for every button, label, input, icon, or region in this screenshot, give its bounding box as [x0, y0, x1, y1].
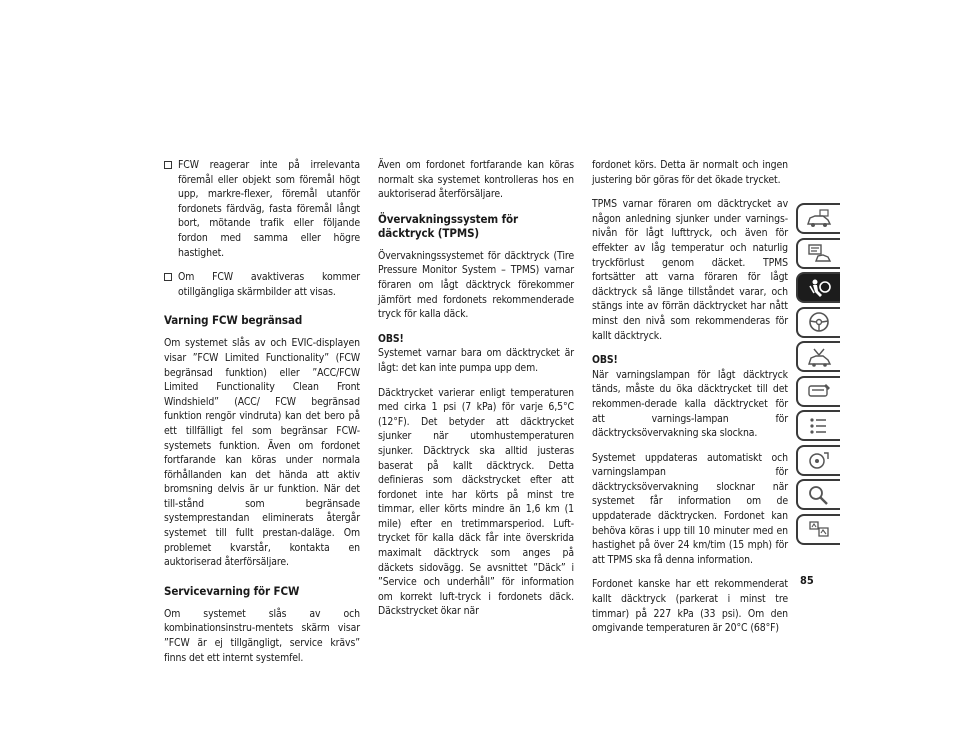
- bullet-text: FCW reagerar inte på irrelevanta föremål eller objekt som föremål högt upp, markre-flexer, föremål utanför fordonets färdväg, fasta föremål långt bort, mötande trafik eller följande fordon med samma eller högre hastighet.: [178, 159, 360, 259]
- tab-index[interactable]: [796, 479, 840, 510]
- column-2: [378, 158, 574, 629]
- paragraph: Övervakningssystemet för däcktryck (Tire Pressure Monitor System – TPMS) varnar föraren om lågt däcktryck förekommer jämfört med fordonets rekommenderade tryck för kalla däck.: [378, 249, 574, 321]
- paragraph: Om systemet slås av och kombinationsinstru-mentets skärm visar ”FCW är ej tillgängligt, service krävs” finns det ett internt systemfel.: [164, 607, 360, 664]
- paragraph: Även om fordonet fortfarande kan köras normalt ska systemet kontrolleras hos en auktoriserad återförsäljare.: [378, 159, 574, 201]
- tab-service[interactable]: [796, 376, 840, 407]
- paragraph: Däcktrycket varierar enligt temperaturen med cirka 1 psi (7 kPa) för varje 6,5°C (12°F). Det betyder att däcktrycket sjunker när utomhustemperaturen sjunker. Däcktryck ska alltid justeras baserat på kallt däcktryck. Detta definieras som däckstrycket efter att fordonet inte har körts på minst tre timmar, eller körts mindre än 1,6 km (1 mile) efter en tretimmarsperiod. Luft-trycket för kalla däck får inte överskrida maximalt däcktryck som anges på däckets sidovägg. Se avsnittet ”Däck” i ”Service och underhåll” för information om korrekt luft-tryck i fordonets däck. Däckstrycket ökar när: [378, 386, 574, 618]
- warning-car-icon: [806, 346, 832, 368]
- car-key-icon: [806, 242, 832, 264]
- language-icon: [806, 518, 832, 540]
- tab-car-info[interactable]: [796, 203, 840, 234]
- paragraph: fordonet körs. Detta är normalt och ingen justering bör göras för det ökade trycket.: [592, 159, 788, 186]
- paragraph: Om systemet slås av och EVIC-displayen visar ”FCW Limited Functionality” (FCW begränsad funktion) eller ”ACC/FCW Limited Functionality Clean Front Windshield” (ACC/ FCW begränsad funktion rengör vindruta) kan det bero på ett tillfälligt fel som begränsar FCW-systemets funktion. Även om fordonet fortfarande kan köras under normala förhållanden kan det hända att aktiv bromsning delvis är ur funktion. När det till-stånd som begränsade systemprestandan eliminerats återgår systemet till fullt prestan-daläge. Om problemet kvarstår, kontakta en auktoriserad återförsäljare.: [164, 337, 360, 569]
- tab-car-key[interactable]: [796, 238, 840, 269]
- note: [592, 353, 788, 441]
- bullet-item: [164, 270, 360, 299]
- tab-safety[interactable]: [796, 272, 840, 303]
- tab-multimedia[interactable]: [796, 445, 840, 476]
- car-info-icon: [806, 208, 832, 230]
- chapter-tabs: [796, 203, 843, 548]
- tab-maintenance[interactable]: [796, 410, 840, 441]
- paragraph: TPMS varnar föraren om däcktrycket av någon anledning sjunker under varnings-nivån för lågt lufttryck, och även för effekter av låg temperatur och naturlig tryckförlust genom däcket. TPMS fortsätter att varna föraren för lågt däcktryck så länge tillståndet varar, och stängs inte av förrän däcktrycket har nått minst den nivå som rekommenderas för kallt däcktryck.: [592, 198, 788, 342]
- maintenance-list-icon: [806, 415, 832, 437]
- steering-wheel-icon: [806, 311, 832, 333]
- bullet-square-icon: [164, 161, 172, 169]
- search-index-icon: [806, 484, 832, 506]
- section-heading: Varning FCW begränsad: [164, 313, 303, 328]
- note-label: OBS!: [592, 354, 618, 367]
- paragraph: Systemet uppdateras automatiskt och varningslampan för däcktrycksövervakning slocknar när systemet får information om de uppdaterade däcktrycken. Fordonet kan behöva köras i upp till 10 minuter med en hastighet på över 24 km/tim (15 mph) för att TPMS ska få denna information.: [592, 451, 788, 566]
- note-text: Systemet varnar bara om däcktrycket är lågt: det kan inte pumpa upp dem.: [378, 347, 574, 374]
- section-heading: Övervakningssystem för däcktryck (TPMS): [378, 211, 519, 240]
- section-heading: Servicevarning för FCW: [164, 583, 300, 598]
- bullet-text: Om FCW avaktiveras kommer otillgängliga skärmbilder att visas.: [178, 271, 360, 298]
- page-number: 85: [800, 574, 814, 587]
- bullet-item: [164, 158, 360, 260]
- car-service-icon: [806, 380, 832, 402]
- note-text: När varningslampan för lågt däcktryck tänds, måste du öka däcktrycket till det rekommen-derade kalla däcktrycket för att varnings-lampan för däcktrycksövervakning ska slockna.: [592, 368, 788, 440]
- tab-language[interactable]: [796, 514, 840, 545]
- tab-emergency[interactable]: [796, 341, 840, 372]
- column-3: [592, 158, 788, 646]
- column-1: [164, 158, 360, 675]
- tab-driving[interactable]: [796, 307, 840, 338]
- multimedia-icon: [806, 449, 832, 471]
- paragraph: Fordonet kanske har ett rekommenderat kallt däcktryck (parkerat i minst tre timmar) på 227 kPa (33 psi). Om den omgivande temperaturen är 20°C (68°F): [592, 578, 788, 635]
- bullet-square-icon: [164, 273, 172, 281]
- note-label: OBS!: [378, 332, 404, 345]
- note: [378, 332, 574, 376]
- safety-airbag-icon: [806, 277, 832, 299]
